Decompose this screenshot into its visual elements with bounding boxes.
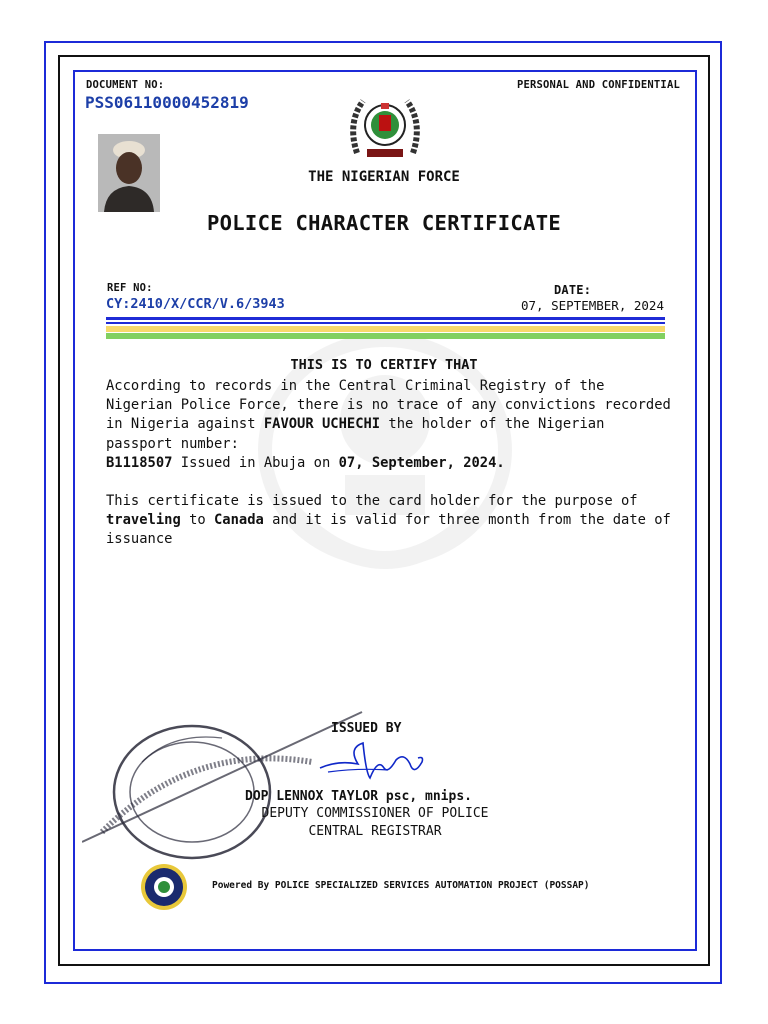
destination-country: Canada [214, 512, 264, 529]
certificate-title: POLICE CHARACTER CERTIFICATE [207, 211, 561, 235]
issued-by-label: ISSUED BY [331, 721, 402, 736]
passport-number: B1118507 [106, 454, 173, 471]
certificate-paragraph-1 [106, 377, 676, 473]
ref-no-label: REF NO: [107, 282, 153, 294]
p2-text-a: Issued in Abuja on [172, 454, 339, 471]
confidential-label: PERSONAL AND CONFIDENTIAL [516, 79, 680, 91]
p3-text-a: This certificate is issued to the card holder for the purpose of [106, 493, 638, 509]
band-blue-thin [106, 322, 665, 324]
certificate-paragraph-2 [106, 492, 676, 550]
certify-heading: THIS IS TO CERTIFY THAT [290, 357, 478, 373]
officer-name: DOP LENNOX TAYLOR psc, mnips. [245, 789, 472, 804]
nigeria-police-crest-icon [345, 93, 425, 163]
officer-office: CENTRAL REGISTRAR [308, 824, 442, 839]
p3-text-b: to [180, 512, 214, 529]
officer-rank: DEPUTY COMMISSIONER OF POLICE [261, 806, 489, 821]
p3-text-c: and it is valid for three month from the date of issuance [106, 512, 671, 548]
possap-logo-icon [140, 863, 188, 911]
band-yellow [106, 326, 665, 332]
ref-number: CY:2410/X/CCR/V.6/3943 [106, 296, 285, 312]
holder-name: FAVOUR UCHECHI [263, 416, 381, 433]
document-number: PSS06110000452819 [85, 93, 249, 112]
travel-purpose: traveling [106, 512, 181, 529]
document-no-label: DOCUMENT NO: [86, 79, 165, 91]
band-blue [106, 317, 665, 320]
date-label: DATE: [554, 283, 592, 297]
issue-date: 07, SEPTEMBER, 2024 [521, 298, 664, 313]
p1-text-b: the holder of the Nigerian passport number: [106, 416, 605, 452]
passport-issue-date: 07, September, 2024. [338, 454, 505, 471]
band-green [106, 333, 665, 339]
force-name: THE NIGERIAN FORCE [308, 169, 460, 185]
handwritten-signature [318, 738, 428, 788]
p1-text-a: According to records in the Central Criminal Registry of the Nigerian Police Force, there is no trace of any convictions recorded in Nigeria against [106, 378, 671, 433]
powered-by-text: Powered By POLICE SPECIALIZED SERVICES AUTOMATION PROJECT (POSSAP) [212, 880, 590, 891]
